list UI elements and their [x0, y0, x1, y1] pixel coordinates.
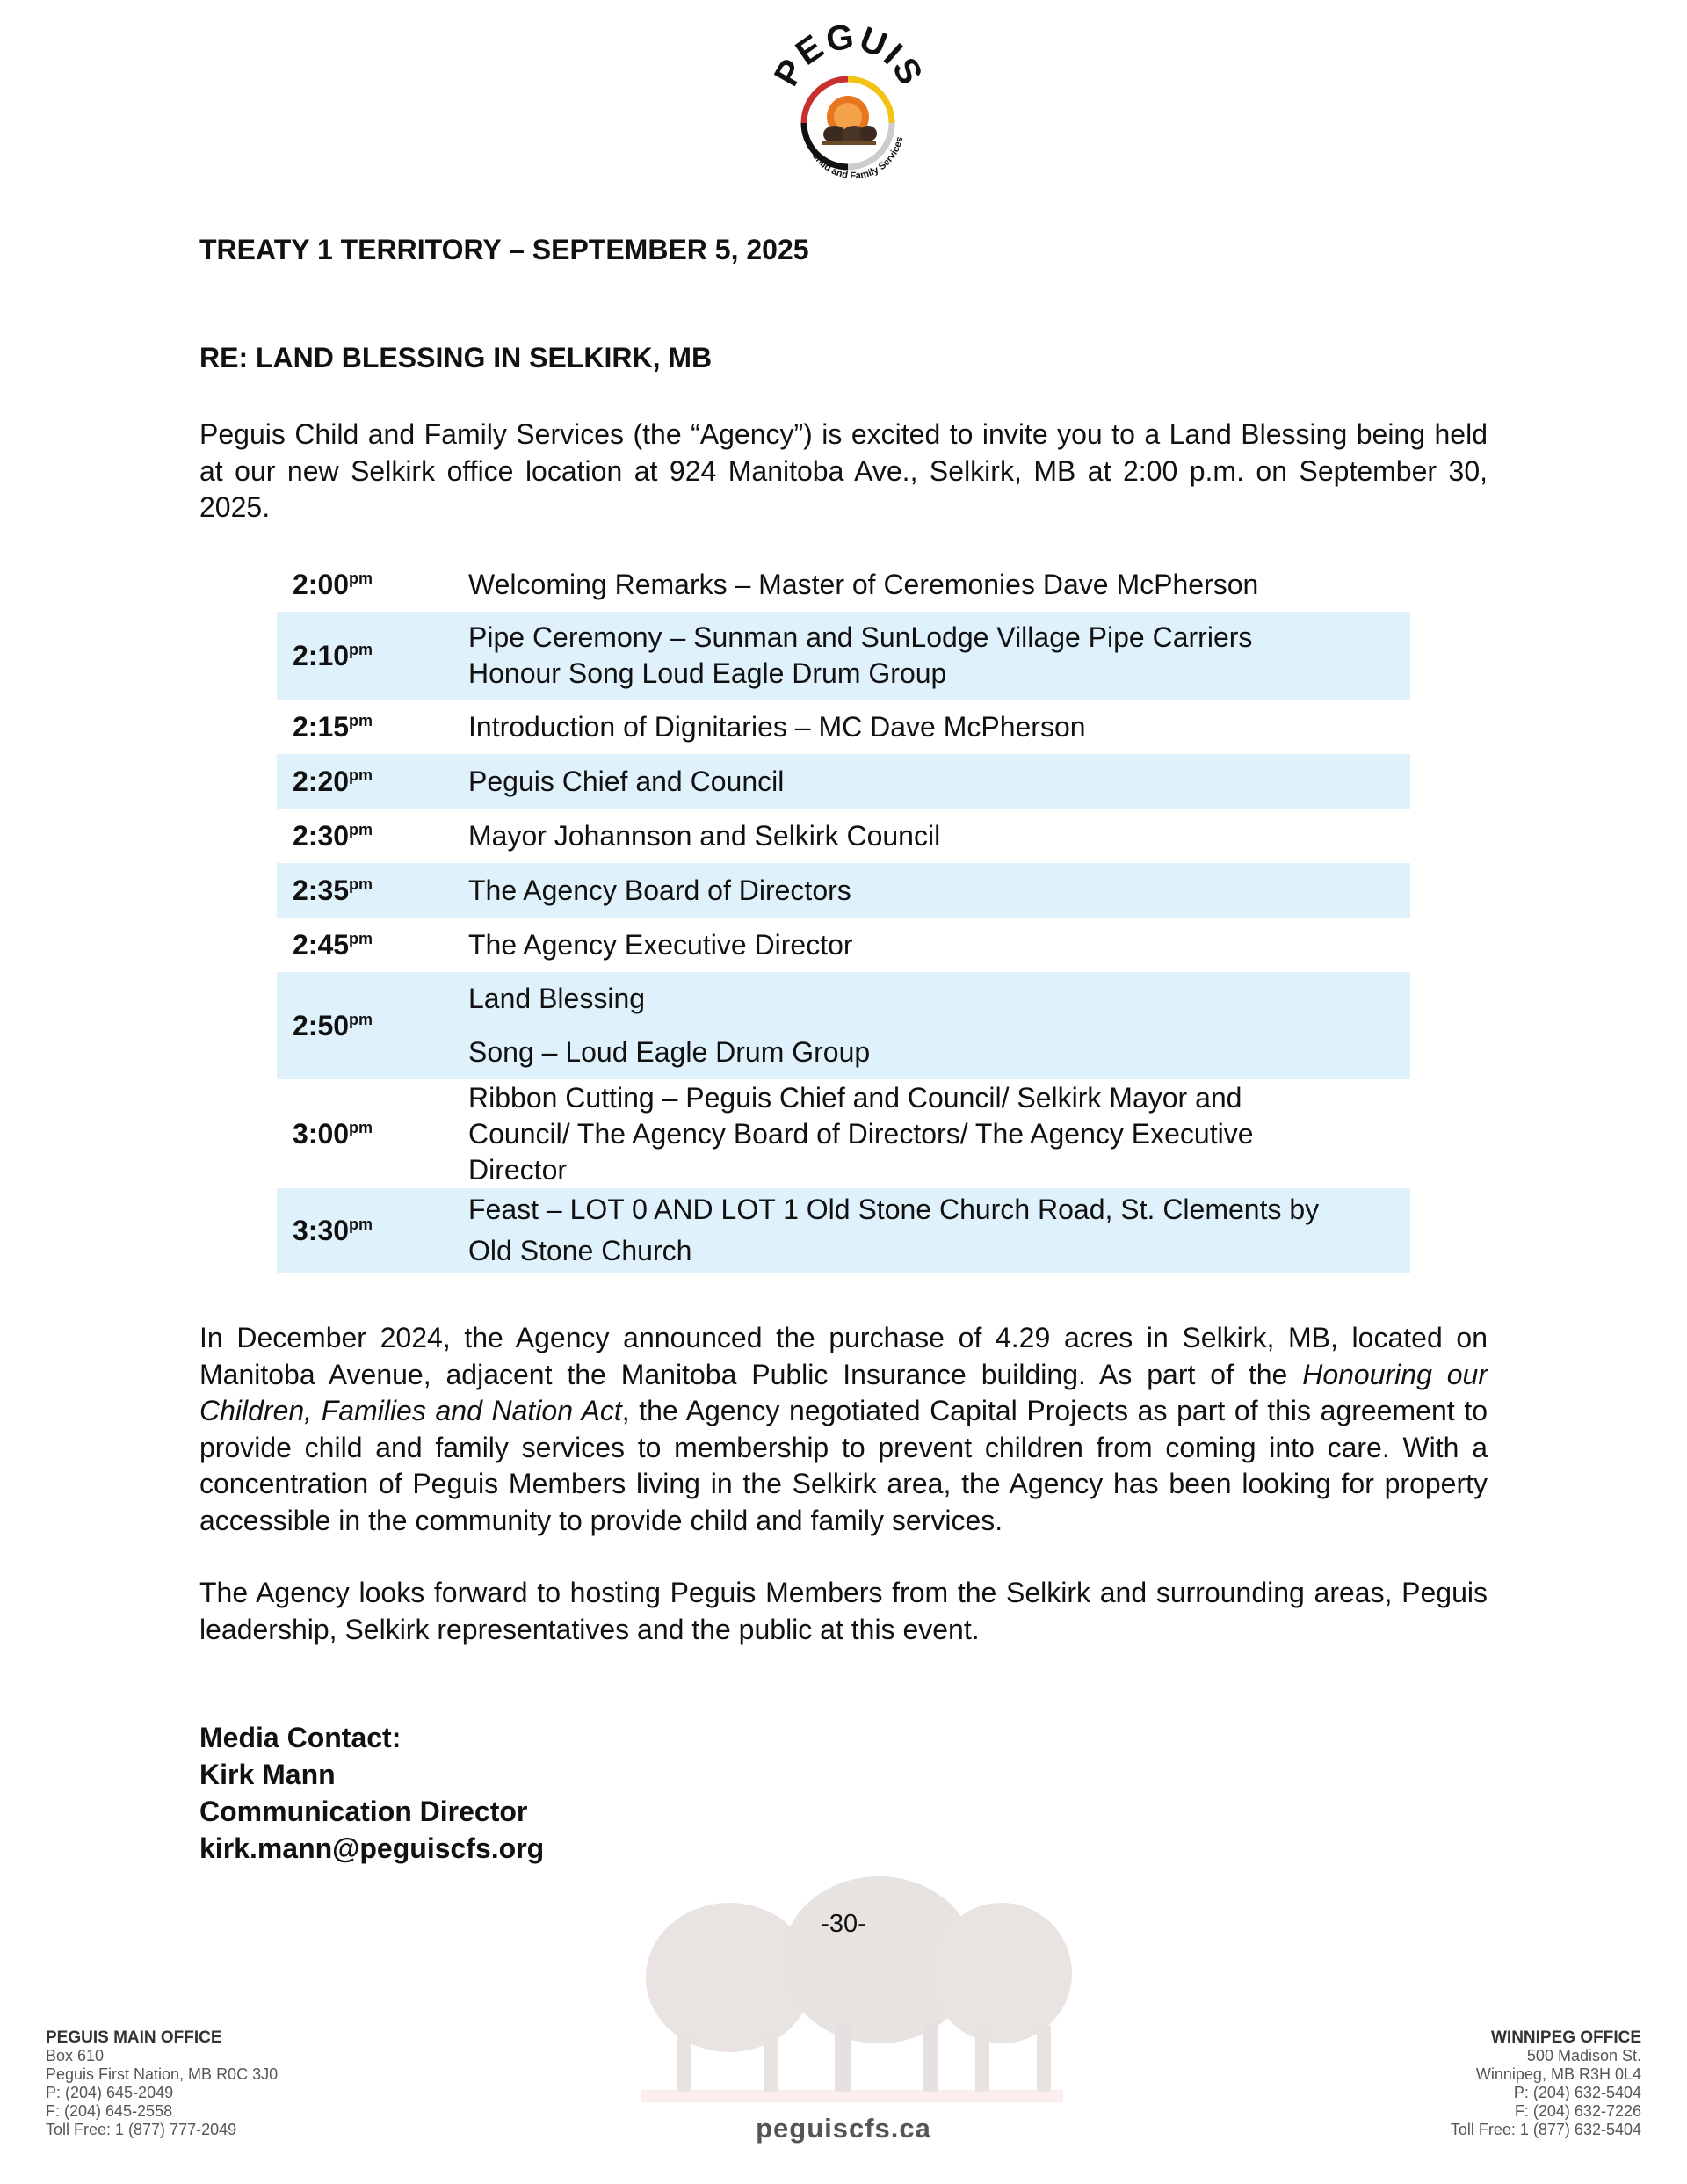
event-schedule	[277, 557, 1410, 1273]
page-end-marker: -30-	[821, 1910, 866, 1938]
closing-paragraph: The Agency looks forward to hosting Peguis Members from the Selkirk and surrounding areas, Peguis leadership, Selkirk representatives and the public at this event.	[199, 1577, 1488, 1645]
buffalo-watermark	[615, 1846, 1090, 2127]
peguis-logo	[773, 25, 923, 200]
schedule-row	[277, 809, 1410, 863]
act-name: Honouring our Children, Families and Nation Act	[199, 1358, 1488, 1426]
schedule-event: Feast – LOT 0 AND LOT 1 Old Stone Church Road, St. Clements by Old Stone Church	[468, 1188, 1410, 1273]
media-contact	[199, 1719, 544, 1867]
schedule-event: The Agency Board of Directors	[468, 863, 1410, 918]
contact-title: Communication Director	[199, 1796, 528, 1827]
contact-email[interactable]: kirk.mann@peguiscfs.org	[199, 1832, 545, 1864]
schedule-event: Welcoming Remarks – Master of Ceremonies Dave McPherson	[468, 568, 1259, 600]
schedule-time: $2:10^{pm}$	[277, 612, 468, 700]
intro-paragraph: Peguis Child and Family Services (the “Agency”) is excited to invite you to a Land Blessing being held at our new Selkirk office location at 924 Manitoba Ave., Selkirk, MB at 2:00 p.m. on September 30, 2025.	[199, 418, 1488, 523]
schedule-time: $2:50^{pm}$	[277, 972, 468, 1079]
schedule-event: Mayor Johannson and Selkirk Council	[468, 819, 941, 852]
schedule-event: The Agency Executive Director	[468, 928, 853, 961]
schedule-row	[277, 972, 1410, 1079]
schedule-event: Introduction of Dignitaries – MC Dave McPherson	[468, 710, 1086, 743]
website-link[interactable]: peguiscfs.ca	[756, 2113, 931, 2144]
schedule-row	[277, 700, 1410, 754]
schedule-event: Land Blessing Song – Loud Eagle Drum Group	[468, 972, 1410, 1079]
schedule-event: Ribbon Cutting – Peguis Chief and Council/ Selkirk Mayor and Council/ The Agency Board of Directors/ The Agency Executive Director	[468, 1081, 1254, 1186]
dateline: TREATY 1 TERRITORY – SEPTEMBER 5, 2025	[199, 234, 809, 265]
subject-line: RE: LAND BLESSING IN SELKIRK, MB	[199, 342, 713, 374]
schedule-time: $2:35^{pm}$	[277, 863, 468, 918]
schedule-event: Pipe Ceremony – Sunman and SunLodge Village Pipe Carriers Honour Song Loud Eagle Drum Group	[468, 612, 1410, 700]
schedule-row	[277, 557, 1410, 612]
background-paragraph: In December 2024, the Agency announced the purchase of 4.29 acres in Selkirk, MB, located on Manitoba Avenue, adjacent the Manitoba Public Insurance building. As part of the Honouring our Children, Families and Nation Act, the Agency negotiated Capital Projects as part of this agreement to provide child and family services to membership to prevent children from coming into care. With a concentration of Peguis Members living in the Selkirk area, the Agency has been looking for property accessible in the community to provide child and family services.	[199, 1322, 1488, 1536]
schedule-row	[277, 918, 1410, 972]
schedule-time: $3:30^{pm}$	[277, 1188, 468, 1273]
schedule-time: $2:45^{pm}$	[293, 928, 373, 961]
contact-name: Kirk Mann	[199, 1759, 336, 1790]
logo-title: EGUI	[789, 25, 911, 74]
schedule-time: $2:30^{pm}$	[293, 819, 373, 852]
schedule-row	[277, 1188, 1410, 1273]
schedule-event: Peguis Chief and Council	[468, 754, 1410, 809]
logo-subtitle: Child and Family Services	[809, 135, 906, 182]
schedule-time: $2:15^{pm}$	[293, 710, 373, 743]
schedule-time: $3:00^{pm}$	[293, 1117, 373, 1150]
schedule-time: $2:20^{pm}$	[277, 754, 468, 809]
contact-heading: Media Contact:	[199, 1722, 402, 1753]
schedule-time: $2:00^{pm}$	[293, 568, 373, 600]
schedule-row	[277, 612, 1410, 700]
schedule-row	[277, 863, 1410, 918]
winnipeg-office-address: WINNIPEG OFFICE 500 Madison St. Winnipeg, MB R3H 0L4 P: (204) 632-5404 F: (204) 632-7226 Toll Free: 1 (877) 632-5404	[1450, 2028, 1641, 2138]
schedule-row	[277, 754, 1410, 809]
main-office-address: PEGUIS MAIN OFFICE Box 610 Peguis First Nation, MB R0C 3J0 P: (204) 645-2049 F: (204) 645-2558 Toll Free: 1 (877) 777-2049	[46, 2028, 279, 2138]
schedule-row	[277, 1079, 1410, 1188]
